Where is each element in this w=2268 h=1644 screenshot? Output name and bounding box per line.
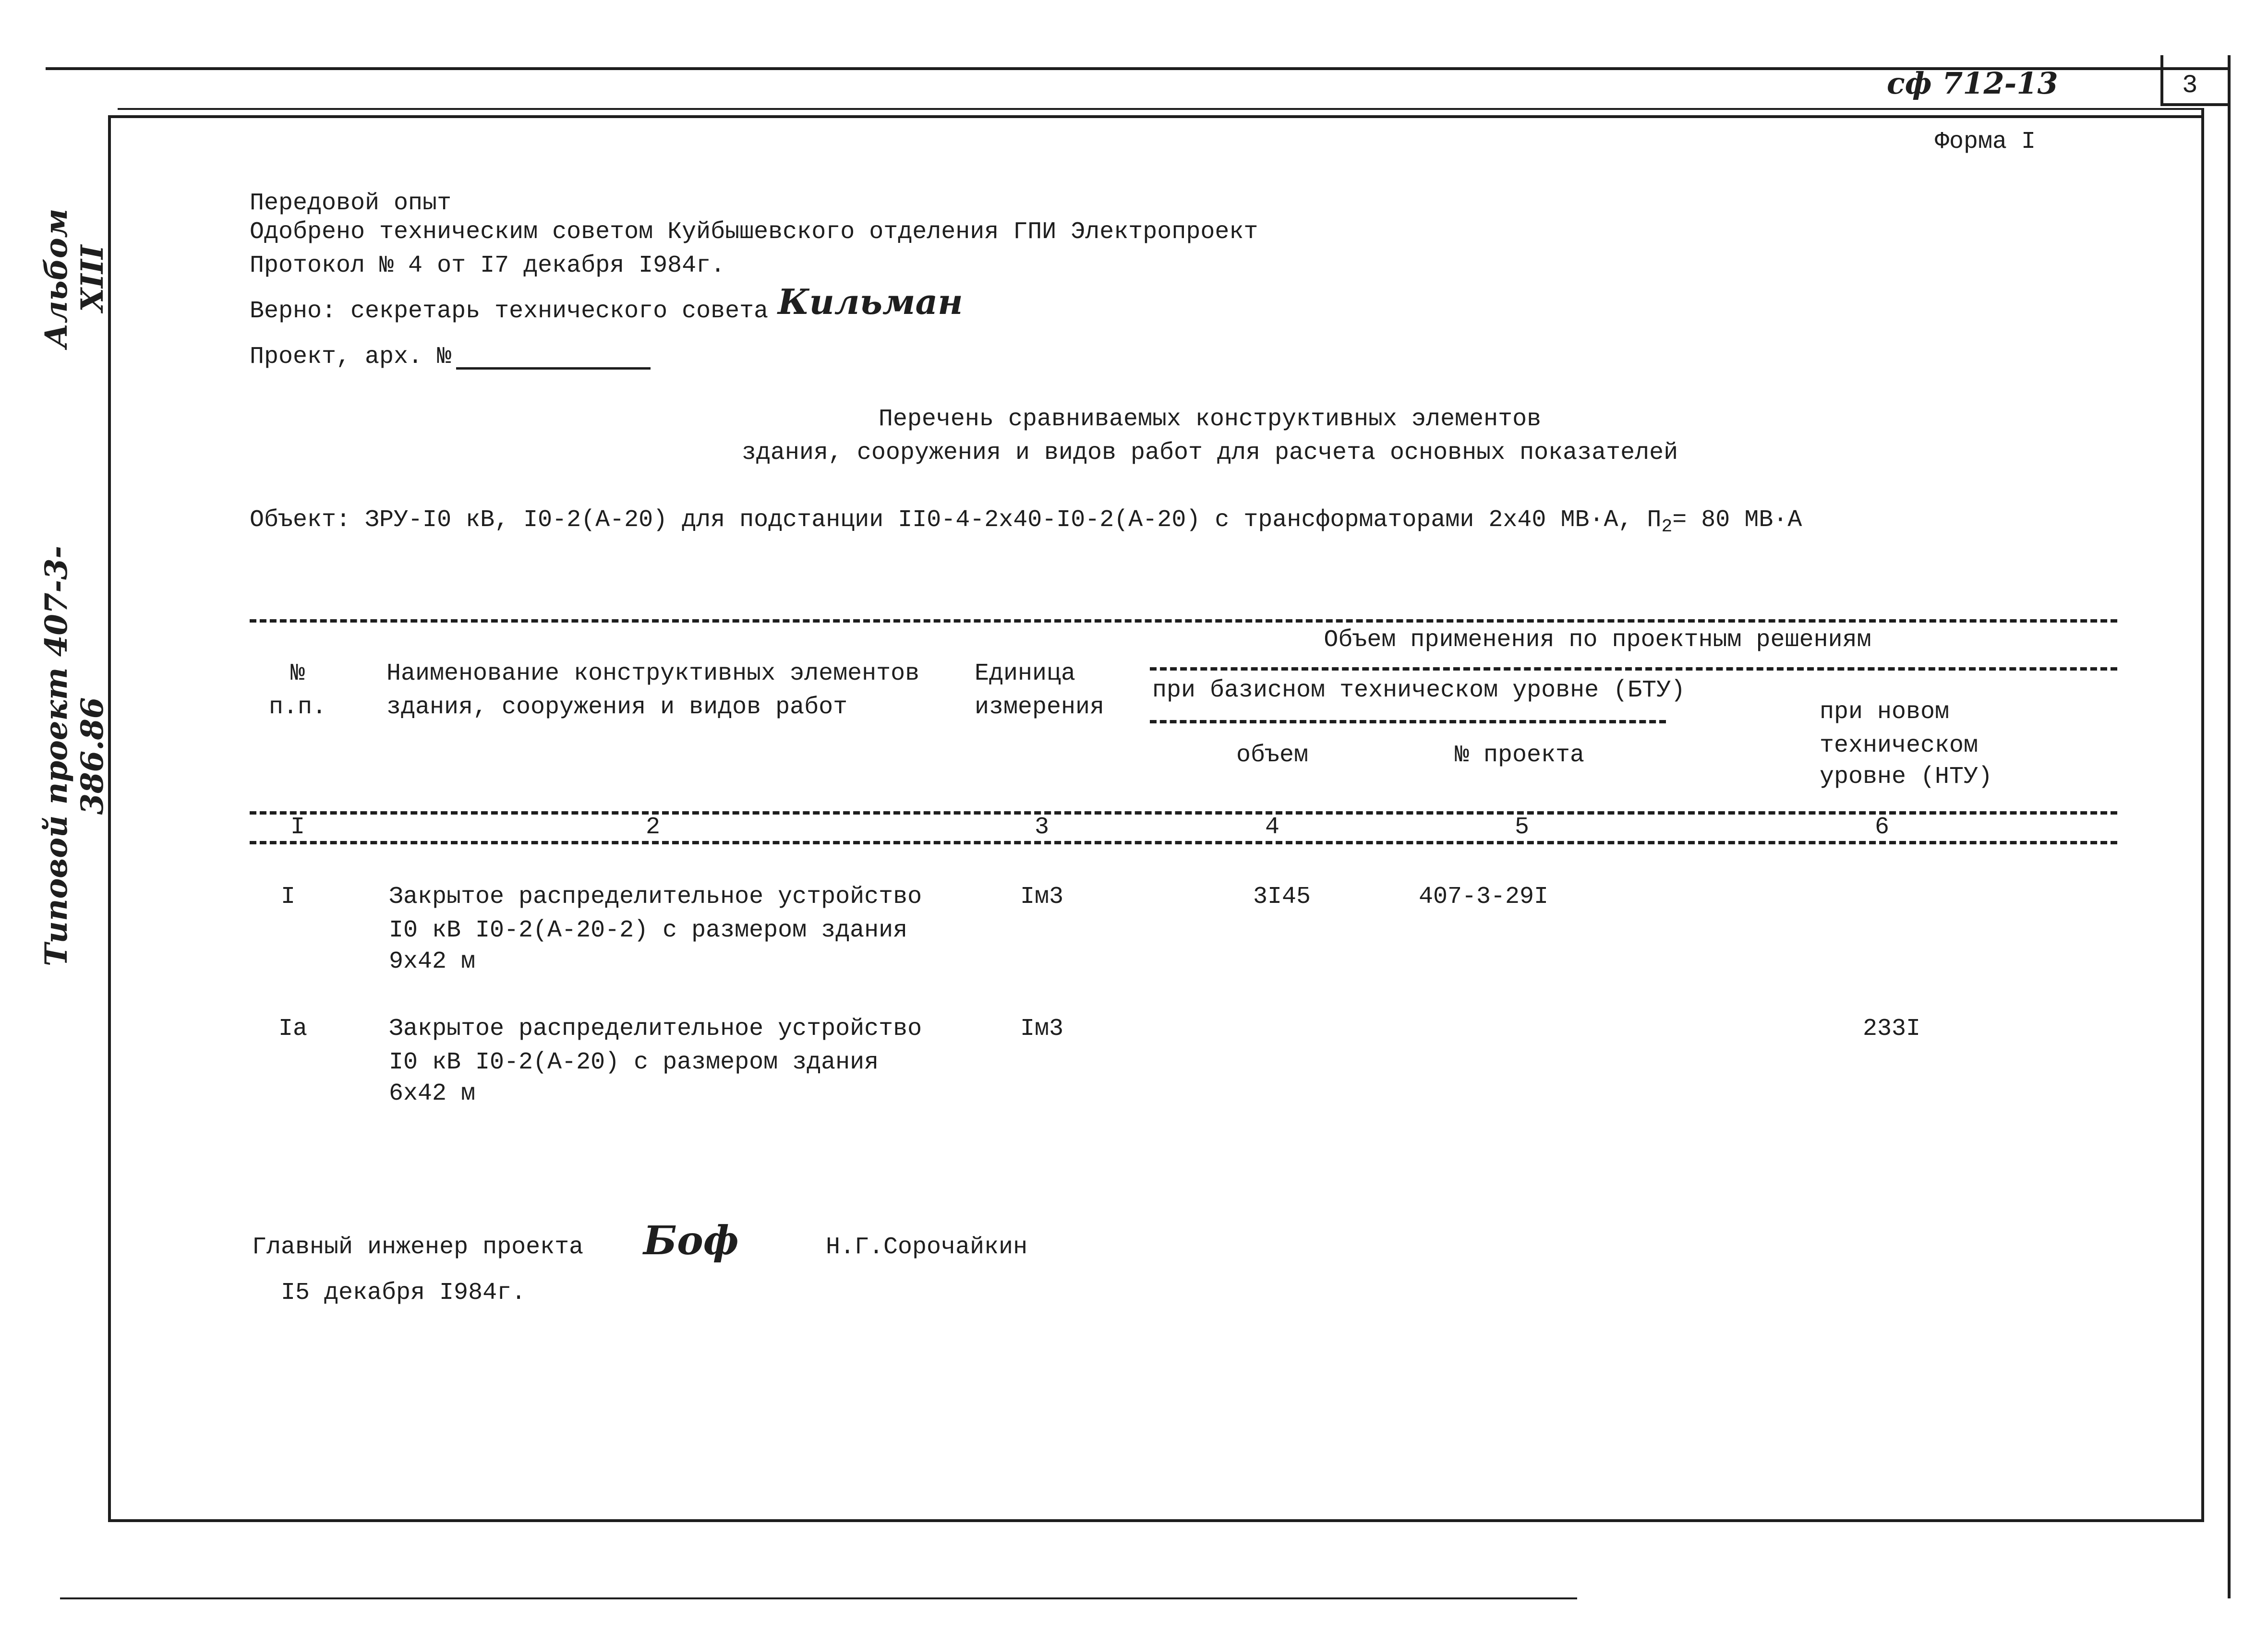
- object-suffix: = 80 МВ·А: [1672, 506, 1802, 534]
- header-line-2: Одобрено техническим советом Куйбышевского отделения ГПИ Электропроект: [250, 218, 1258, 246]
- header-line-5: Проект, арх. №: [250, 343, 452, 371]
- row-2-name-2: I0 кВ I0-2(А-20) с размером здания: [389, 1049, 879, 1076]
- form-label: Форма I: [1935, 128, 2036, 156]
- frame-top: [108, 115, 2201, 118]
- secretary-signature: Кильман: [778, 281, 963, 322]
- header-ntu-1: при новом: [1820, 698, 1950, 726]
- table-rule-head-bottom: [250, 811, 2117, 815]
- header-line-4: Верно: секретарь технического совета: [250, 298, 769, 325]
- row-1-unit: Iм3: [1020, 883, 1064, 911]
- row-2-name-3: 6х42 м: [389, 1080, 476, 1107]
- column-number-3: 3: [1034, 814, 1049, 841]
- header-ntu-2: техническом: [1820, 732, 1978, 759]
- page-number: 3: [2182, 71, 2198, 100]
- row-2-unit: Iм3: [1020, 1015, 1064, 1043]
- row-1-name-3: 9х42 м: [389, 948, 476, 975]
- column-number-4: 4: [1265, 814, 1279, 841]
- table-rule-numbers: [250, 841, 2117, 844]
- footer-date: I5 декабря I984г.: [281, 1279, 526, 1307]
- frame-top-inner: [118, 108, 2201, 110]
- chief-engineer-label: Главный инженер проекта: [252, 1234, 584, 1261]
- header-no-1: №: [290, 660, 305, 687]
- header-project-no: № проекта: [1455, 742, 1585, 769]
- header-name-2: здания, сооружения и видов работ: [386, 694, 848, 721]
- bottom-rule: [60, 1597, 1577, 1599]
- row-2-no: Iа: [278, 1015, 307, 1043]
- header-line-1: Передовой опыт: [250, 190, 452, 217]
- table-rule-top: [250, 619, 2117, 623]
- album-label: Альбом XIII: [38, 208, 110, 348]
- title-line-2: здания, сооружения и видов работ для расчета основных показателей: [741, 439, 1678, 467]
- frame-right: [2201, 108, 2204, 1522]
- header-ntu-3: уровне (НТУ): [1820, 763, 1993, 791]
- table-rule-scope: [1150, 667, 2117, 671]
- object-line: [250, 504, 1802, 543]
- table-rule-btu: [1150, 720, 1666, 723]
- object-prefix: Объект: ЗРУ-I0 кВ, I0-2(А-20) для подстанции II0-4-2х40-I0-2(А-20) с трансформаторами 2х40 МВ·А, П: [250, 506, 1662, 534]
- archive-number-blank: [456, 367, 651, 370]
- chief-signature: Боф: [643, 1218, 739, 1264]
- row-2-name-1: Закрытое распределительное устройство: [389, 1015, 922, 1043]
- header-unit-1: Единица: [975, 660, 1076, 687]
- row-1-volume: 3I45: [1253, 883, 1311, 911]
- row-1-no: I: [280, 883, 295, 911]
- chief-engineer-name: Н.Г.Сорочайкин: [826, 1234, 1028, 1261]
- column-number-5: 5: [1514, 814, 1529, 841]
- column-number-2: 2: [645, 814, 660, 841]
- frame-bottom: [108, 1519, 2204, 1522]
- title-line-1: Перечень сравниваемых конструктивных элементов: [878, 406, 1542, 433]
- column-number-1: I: [290, 814, 305, 841]
- header-unit-2: измерения: [975, 694, 1105, 721]
- column-number-6: 6: [1874, 814, 1889, 841]
- row-1-name-2: I0 кВ I0-2(А-20-2) с размером здания: [389, 917, 908, 944]
- header-name-1: Наименование конструктивных элементов: [386, 660, 920, 687]
- header-btu: при базисном техническом уровне (БТУ): [1152, 677, 1686, 704]
- project-label: Типовой проект 407-3-386.86: [38, 545, 110, 967]
- row-1-name-1: Закрытое распределительное устройство: [389, 883, 922, 911]
- corner-box-bottom: [2160, 103, 2230, 106]
- object-subscript: 2: [1661, 516, 1673, 537]
- header-volume: объем: [1236, 742, 1309, 769]
- row-1-project: 407-3-29I: [1419, 883, 1549, 911]
- header-line-3: Протокол № 4 от I7 декабря I984г.: [250, 252, 725, 279]
- sheet-code: сф 712-13: [1887, 66, 2058, 101]
- row-2-ntu: 233I: [1863, 1015, 1921, 1043]
- header-no-2: п.п.: [268, 694, 327, 721]
- header-scope: Объем применения по проектным решениям: [1324, 626, 1871, 654]
- corner-box-left: [2160, 55, 2163, 106]
- corner-box-right: [2228, 55, 2231, 1598]
